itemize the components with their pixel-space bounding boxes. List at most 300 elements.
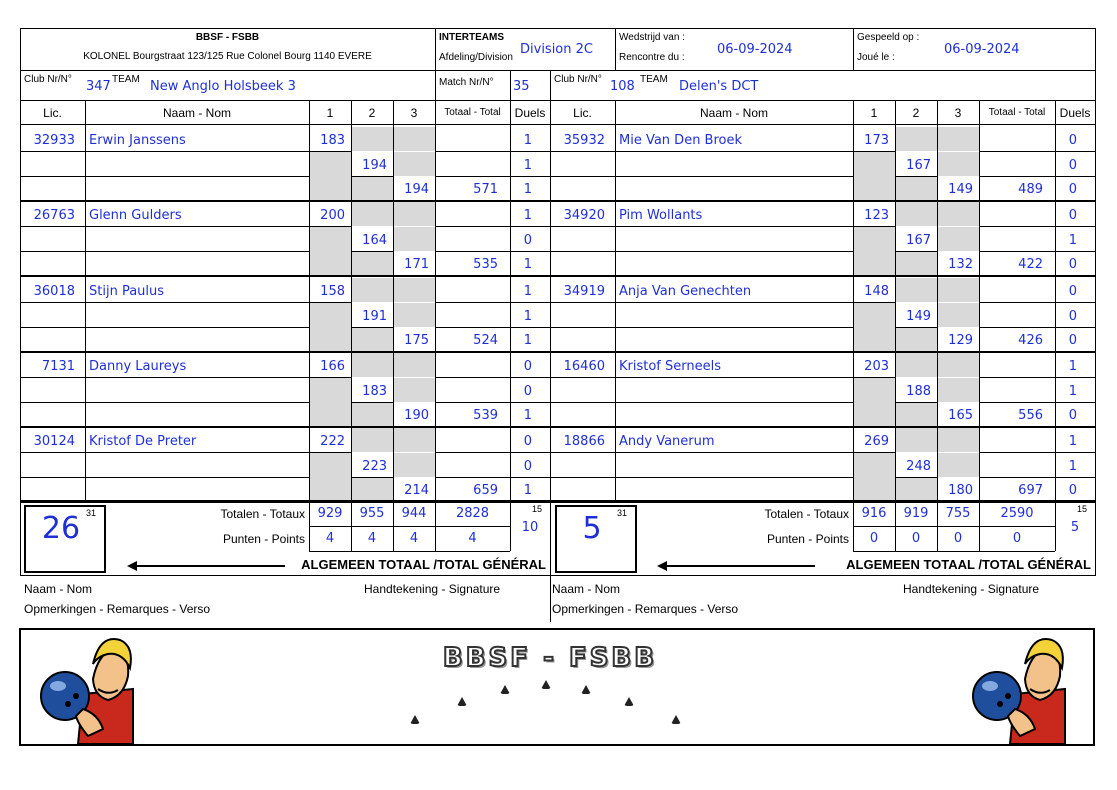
rule-line <box>20 251 309 252</box>
rule-line <box>20 351 550 353</box>
home-duel-result: 0 <box>523 359 532 374</box>
away-team-name: Delen's DCT <box>679 79 759 94</box>
away-duel-result: 1 <box>1068 383 1077 399</box>
home-player-total: 659 <box>473 483 498 498</box>
away-duel-result: 0 <box>1068 333 1077 348</box>
home-player-name: Erwin Janssens <box>89 133 186 148</box>
home-player-total: 539 <box>473 408 498 423</box>
rule-line <box>20 70 1096 71</box>
bowling-pin-icon <box>581 685 591 694</box>
rencontre-label: Rencontre du : <box>619 52 685 63</box>
away-general-sup: 31 <box>617 508 628 518</box>
away-grand-total: 2590 <box>1000 506 1034 521</box>
rule-line <box>979 176 1095 177</box>
home-player-total: 524 <box>473 333 498 348</box>
home-game2-score: 164 <box>362 233 387 248</box>
rule-line <box>435 176 550 177</box>
rule-line <box>20 327 309 328</box>
home-game3-score: 171 <box>404 257 429 272</box>
home-duel-result: 1 <box>523 333 532 348</box>
rule-line <box>351 251 393 252</box>
rule-line <box>979 126 980 200</box>
away-game3-score: 180 <box>948 483 973 498</box>
home-game1-score: 222 <box>320 434 345 449</box>
rule-line <box>351 477 393 478</box>
rule-line <box>510 126 511 200</box>
away-duel-result: 1 <box>1068 458 1077 474</box>
rule-line <box>979 151 1095 152</box>
away-duel-result: 0 <box>1068 133 1077 148</box>
rule-line <box>435 201 436 275</box>
home-game1-score: 166 <box>320 359 345 374</box>
away-total-g1: 916 <box>861 506 887 521</box>
away-total-g3: 755 <box>945 506 971 521</box>
rule-line <box>615 28 616 70</box>
team-label: TEAM <box>640 74 668 85</box>
match-nr-label: Match Nr/N° <box>439 77 494 88</box>
away-duel-result: 0 <box>1068 483 1077 498</box>
rule-line <box>20 226 309 227</box>
rule-line <box>550 426 1095 428</box>
home-points-g2: 4 <box>367 531 377 546</box>
home-club-nr: 347 <box>86 79 111 94</box>
away-general-total: 5 <box>582 511 602 546</box>
rule-line <box>20 452 309 453</box>
away-player-total: 426 <box>1018 333 1043 348</box>
rule-line <box>895 327 937 328</box>
handtekening-label: Handtekening - Signature <box>364 582 501 596</box>
shaded-cell <box>393 152 435 176</box>
home-duel-result: 0 <box>523 232 532 248</box>
rule-line <box>20 500 1096 502</box>
rule-line <box>85 201 86 275</box>
joue-label: Joué le : <box>857 52 895 63</box>
match-date: 06-09-2024 <box>717 42 793 57</box>
algemeen-label: ALGEMEEN TOTAAL /TOTAL GÉNÉRAL <box>301 557 546 572</box>
org-address: KOLONEL Bourgstraat 123/125 Rue Colonel Bourg 1140 EVERE <box>83 51 372 62</box>
shaded-cell <box>393 303 435 327</box>
rule-line <box>435 28 436 100</box>
away-game1-score: 148 <box>864 284 889 299</box>
away-club-nr: 108 <box>610 79 635 94</box>
home-game2-score: 191 <box>362 309 387 324</box>
rule-line <box>309 526 510 527</box>
home-player-total: 535 <box>473 257 498 272</box>
home-general-total: 26 <box>41 511 81 546</box>
rule-line <box>1055 427 1056 501</box>
logo-text: BBSF - FSBB <box>442 643 658 673</box>
rule-line <box>895 402 937 403</box>
rule-line <box>351 402 393 403</box>
rule-line <box>435 477 550 478</box>
away-duel-result: 0 <box>1068 408 1077 423</box>
rule-line <box>853 551 1055 552</box>
rule-line <box>550 302 853 303</box>
column-header-du: Duels <box>514 106 546 120</box>
home-duel-result: 1 <box>523 257 532 272</box>
away-game2-score: 188 <box>906 384 931 399</box>
home-duel-result: 0 <box>523 458 532 474</box>
home-points-total: 4 <box>468 531 477 546</box>
rule-line <box>1055 201 1056 275</box>
shaded-cell <box>937 303 979 327</box>
away-player-total: 697 <box>1018 483 1043 498</box>
rule-line <box>979 277 980 351</box>
home-player-total: 571 <box>473 182 498 197</box>
team-label: TEAM <box>112 74 140 85</box>
column-header-lic: Lic. <box>43 106 62 120</box>
away-game2-score: 167 <box>906 158 931 173</box>
naam-label: Naam - Nom <box>552 582 621 596</box>
away-duels-sup: 15 <box>1077 504 1088 514</box>
away-points-g2: 0 <box>911 531 921 546</box>
rule-line <box>20 100 1096 101</box>
rule-line <box>979 402 1095 403</box>
away-game2-score: 248 <box>906 459 931 474</box>
rule-line <box>309 151 351 152</box>
home-player-license: 7131 <box>41 359 75 374</box>
away-player-total: 556 <box>1018 408 1043 423</box>
bowling-pin-icon <box>457 697 467 706</box>
totalen-label: Totalen - Totaux <box>764 507 849 521</box>
rule-line <box>895 477 937 478</box>
rule-line <box>510 201 511 275</box>
shaded-cell <box>937 378 979 402</box>
arrow-left-icon <box>657 561 667 571</box>
rule-line <box>435 377 550 378</box>
opmerkingen-label: Opmerkingen - Remarques - Verso <box>24 602 211 616</box>
home-total-g2: 955 <box>359 506 385 521</box>
away-player-license: 34919 <box>563 284 605 299</box>
away-duels-total: 5 <box>1070 520 1080 535</box>
rule-line <box>895 251 937 252</box>
home-general-sup: 31 <box>86 508 97 518</box>
rule-line <box>1055 352 1056 426</box>
home-duel-result: 1 <box>523 133 532 148</box>
rule-line <box>20 275 550 277</box>
club-nr-label: Club Nr/N° <box>24 74 72 85</box>
home-game2-score: 183 <box>362 384 387 399</box>
away-game2-score: 167 <box>906 233 931 248</box>
home-duels-sup: 15 <box>532 504 543 514</box>
rule-line <box>85 352 86 426</box>
away-duel-result: 0 <box>1068 157 1077 173</box>
rule-line <box>20 302 309 303</box>
away-duel-result: 0 <box>1068 182 1077 197</box>
rule-line <box>979 352 980 426</box>
rule-line <box>510 277 511 351</box>
division-value: Division 2C <box>520 42 593 57</box>
rule-line <box>1055 277 1056 351</box>
rule-line <box>20 426 550 428</box>
away-game1-score: 173 <box>864 133 889 148</box>
away-player-license: 18866 <box>563 434 605 449</box>
rule-line <box>20 124 1096 125</box>
rule-line <box>309 377 351 378</box>
away-player-license: 16460 <box>563 359 605 374</box>
rule-line <box>351 176 393 177</box>
rule-line <box>979 477 1095 478</box>
away-game1-score: 203 <box>864 359 889 374</box>
home-player-name: Danny Laureys <box>89 359 187 374</box>
away-duel-result: 0 <box>1068 284 1077 299</box>
bowling-pin-icon <box>410 715 420 724</box>
rule-line <box>20 151 309 152</box>
home-game2-score: 194 <box>362 158 387 173</box>
bowling-pin-icon <box>500 685 510 694</box>
interteams-label: INTERTEAMS <box>439 32 504 43</box>
rule-line <box>85 427 86 501</box>
away-points-g3: 0 <box>953 531 963 546</box>
opmerkingen-label: Opmerkingen - Remarques - Verso <box>552 602 739 616</box>
rule-line <box>435 226 550 227</box>
rule-line <box>550 151 853 152</box>
rule-line <box>853 526 1055 527</box>
rule-line <box>435 126 436 200</box>
home-grand-total: 2828 <box>455 506 490 521</box>
rule-line <box>979 251 1095 252</box>
rule-line <box>550 200 1095 202</box>
bowler-mascot-icon <box>38 634 138 744</box>
rule-line <box>853 452 895 453</box>
rule-line <box>309 452 351 453</box>
shaded-cell <box>393 378 435 402</box>
afdeling-label: Afdeling/Division <box>439 52 513 63</box>
bowling-pin-icon <box>624 697 634 706</box>
rule-line <box>85 126 86 200</box>
rule-line <box>979 327 1095 328</box>
home-game1-score: 183 <box>320 133 345 148</box>
punten-label: Punten - Points <box>222 532 305 546</box>
rule-line <box>1055 126 1056 200</box>
home-duel-result: 0 <box>523 383 532 399</box>
rule-line <box>309 226 351 227</box>
away-player-name: Andy Vanerum <box>619 434 715 449</box>
column-header-g2: 2 <box>912 106 920 120</box>
home-duel-result: 0 <box>523 434 532 449</box>
home-duel-result: 1 <box>523 483 532 498</box>
org-title: BBSF - FSBB <box>195 32 260 43</box>
column-header-du: Duels <box>1059 106 1091 120</box>
match-nr-value: 35 <box>513 79 530 94</box>
away-player-total: 489 <box>1018 182 1043 197</box>
rule-line <box>435 352 436 426</box>
algemeen-label: ALGEMEEN TOTAAL /TOTAL GÉNÉRAL <box>846 557 1091 572</box>
rule-line <box>853 377 895 378</box>
column-header-g3: 3 <box>410 106 418 120</box>
home-player-license: 26763 <box>33 208 75 223</box>
rule-line <box>435 402 550 403</box>
column-header-lic: Lic. <box>573 106 592 120</box>
rule-line <box>550 575 551 622</box>
column-header-g3: 3 <box>954 106 962 120</box>
rule-line <box>853 302 895 303</box>
shaded-cell <box>937 152 979 176</box>
rule-line <box>550 226 853 227</box>
home-team-name: New Anglo Holsbeek 3 <box>150 79 296 94</box>
column-header-name: Naam - Nom <box>699 106 768 120</box>
played-date: 06-09-2024 <box>944 42 1020 57</box>
club-nr-label: Club Nr/N° <box>554 74 602 85</box>
away-game1-score: 123 <box>864 208 889 223</box>
rule-line <box>510 352 511 426</box>
home-player-license: 30124 <box>33 434 75 449</box>
rule-line <box>853 28 854 70</box>
rule-line <box>853 151 895 152</box>
home-game1-score: 200 <box>320 208 345 223</box>
rule-line <box>550 402 853 403</box>
home-points-g1: 4 <box>325 531 335 546</box>
away-player-license: 34920 <box>563 208 605 223</box>
home-points-g3: 4 <box>409 531 419 546</box>
rule-line <box>615 427 616 501</box>
rule-line <box>550 377 853 378</box>
rule-line <box>20 477 309 478</box>
rule-line <box>435 277 436 351</box>
rule-line <box>435 327 550 328</box>
rule-line <box>615 277 616 351</box>
away-game3-score: 165 <box>948 408 973 423</box>
column-header-g1: 1 <box>870 106 878 120</box>
rule-line <box>309 302 351 303</box>
rule-line <box>20 28 1096 29</box>
away-points-g1: 0 <box>869 531 879 546</box>
naam-label: Naam - Nom <box>24 582 93 596</box>
away-total-g2: 919 <box>903 506 929 521</box>
column-header-tot: Totaal - Total <box>444 107 501 118</box>
rule-line <box>979 302 1095 303</box>
home-game2-score: 223 <box>362 459 387 474</box>
arrow-left-icon <box>127 561 137 571</box>
home-duel-result: 1 <box>523 182 532 197</box>
home-game3-score: 214 <box>404 483 429 498</box>
home-duel-result: 1 <box>523 308 532 324</box>
away-game3-score: 129 <box>948 333 973 348</box>
home-duel-result: 1 <box>523 284 532 299</box>
rule-line <box>20 500 21 575</box>
rule-line <box>20 377 309 378</box>
rule-line <box>979 452 1095 453</box>
home-game3-score: 194 <box>404 182 429 197</box>
rule-line <box>550 500 551 575</box>
column-header-g2: 2 <box>368 106 376 120</box>
rule-line <box>435 251 550 252</box>
away-duel-result: 1 <box>1068 232 1077 248</box>
rule-line <box>615 352 616 426</box>
away-game3-score: 149 <box>948 182 973 197</box>
rule-line <box>979 201 980 275</box>
away-player-name: Mie Van Den Broek <box>619 133 743 148</box>
rule-line <box>351 327 393 328</box>
rule-line <box>510 70 511 100</box>
rule-line <box>20 575 1096 576</box>
column-header-name: Naam - Nom <box>162 106 231 120</box>
rule-line <box>435 302 550 303</box>
rule-line <box>615 126 616 200</box>
handtekening-label: Handtekening - Signature <box>903 582 1040 596</box>
column-header-g1: 1 <box>326 106 334 120</box>
rule-line <box>550 351 1095 353</box>
home-total-g3: 944 <box>401 506 427 521</box>
shaded-cell <box>937 227 979 251</box>
totalen-label: Totalen - Totaux <box>220 507 305 521</box>
rule-line <box>20 402 309 403</box>
away-game2-score: 149 <box>906 309 931 324</box>
away-player-name: Kristof Serneels <box>619 359 722 374</box>
rule-line <box>615 201 616 275</box>
home-duel-result: 1 <box>523 408 532 423</box>
rule-line <box>550 251 853 252</box>
home-duel-result: 1 <box>523 157 532 173</box>
shaded-cell <box>937 453 979 477</box>
away-duel-result: 1 <box>1068 359 1077 374</box>
home-player-license: 32933 <box>33 133 75 148</box>
shaded-cell <box>393 227 435 251</box>
rule-line <box>979 226 1095 227</box>
away-points-total: 0 <box>1012 531 1022 546</box>
rule-line <box>435 452 550 453</box>
home-player-name: Kristof De Preter <box>89 434 197 449</box>
rule-line <box>435 151 550 152</box>
away-player-total: 422 <box>1018 257 1043 272</box>
rule-line <box>853 226 895 227</box>
rule-line <box>1095 28 1096 500</box>
rule-line <box>85 277 86 351</box>
home-game3-score: 175 <box>404 333 429 348</box>
away-duel-result: 1 <box>1068 434 1077 449</box>
home-duels-total: 10 <box>521 520 539 535</box>
rule-line <box>550 327 853 328</box>
away-game3-score: 132 <box>948 257 973 272</box>
away-duel-result: 0 <box>1068 308 1077 324</box>
home-player-name: Stijn Paulus <box>89 284 165 299</box>
rule-line <box>979 377 1095 378</box>
punten-label: Punten - Points <box>766 532 849 546</box>
home-game3-score: 190 <box>404 408 429 423</box>
away-player-name: Anja Van Genechten <box>619 284 752 299</box>
away-player-license: 35932 <box>563 133 605 148</box>
away-game1-score: 269 <box>864 434 889 449</box>
away-duel-result: 0 <box>1068 257 1077 272</box>
away-player-name: Pim Wollants <box>619 208 703 223</box>
rule-line <box>309 551 510 552</box>
bowler-mascot-icon <box>970 634 1070 744</box>
rule-line <box>550 275 1095 277</box>
rule-line <box>20 176 309 177</box>
rule-line <box>435 427 436 501</box>
rule-line <box>895 176 937 177</box>
home-game1-score: 158 <box>320 284 345 299</box>
wedstrijd-label: Wedstrijd van : <box>619 32 685 43</box>
rule-line <box>550 176 853 177</box>
rule-line <box>550 452 853 453</box>
home-total-g1: 929 <box>317 506 343 521</box>
gespeeld-label: Gespeeld op : <box>857 32 920 43</box>
column-header-tot: Totaal - Total <box>988 107 1046 118</box>
bowling-pin-icon <box>541 680 551 689</box>
rule-line <box>550 477 853 478</box>
rule-line <box>1095 500 1096 575</box>
home-player-name: Glenn Gulders <box>89 208 182 223</box>
home-duel-result: 1 <box>523 208 532 223</box>
rule-line <box>979 427 980 501</box>
rule-line <box>20 200 550 202</box>
bowling-pin-icon <box>671 715 681 724</box>
shaded-cell <box>393 453 435 477</box>
rule-line <box>510 427 511 501</box>
away-duel-result: 0 <box>1068 208 1077 223</box>
home-player-license: 36018 <box>33 284 75 299</box>
